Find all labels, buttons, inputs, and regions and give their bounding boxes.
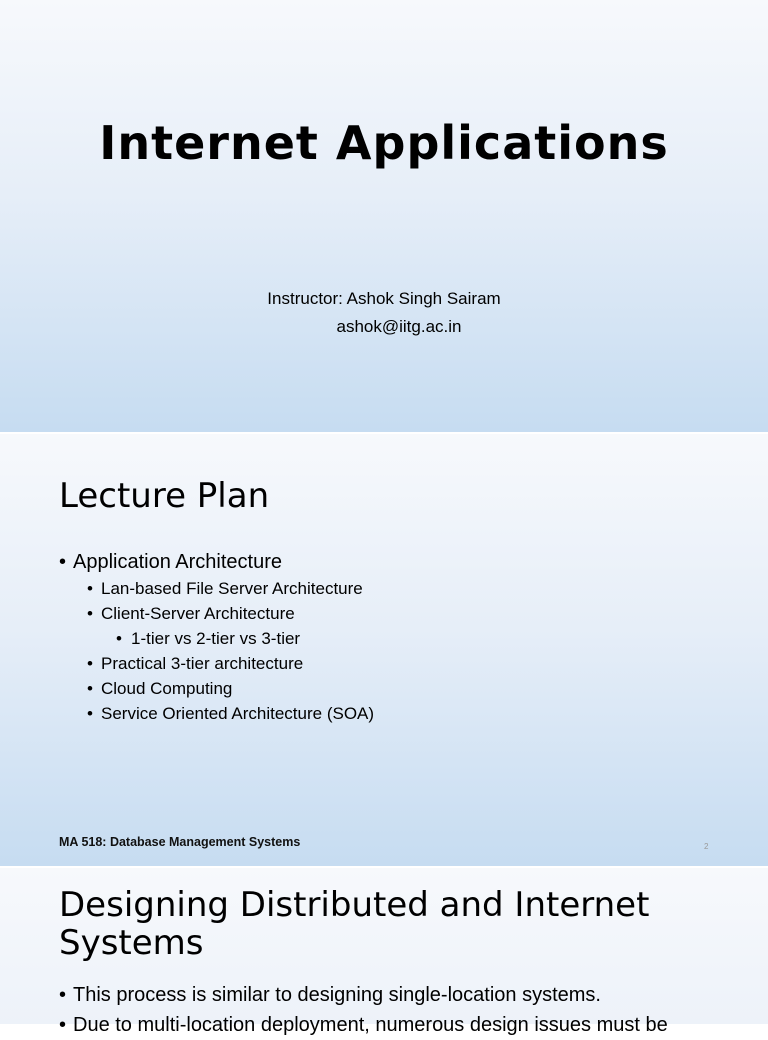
bullet-icon: •: [59, 984, 67, 1006]
list-item-text: Application Architecture: [73, 551, 283, 573]
list-item: [59, 626, 374, 651]
bullet-list: [59, 980, 668, 1040]
list-item-text: Service Oriented Architecture (SOA): [101, 704, 375, 723]
bullet-icon: •: [59, 551, 67, 573]
list-item: [59, 548, 374, 576]
slide-heading: [59, 886, 649, 962]
list-item: [59, 676, 374, 701]
slide-subtitle: [0, 285, 768, 341]
list-item-text: Practical 3-tier architecture: [101, 654, 304, 673]
list-item-text: Client-Server Architecture: [101, 604, 295, 623]
list-item-text: This process is similar to designing single-location systems.: [73, 984, 601, 1006]
slide-title: [0, 0, 768, 432]
list-item-text: Lan-based File Server Architecture: [101, 579, 363, 598]
page-number: 2: [704, 842, 709, 851]
bullet-icon: •: [59, 1014, 67, 1036]
bullet-list: [59, 548, 374, 726]
bullet-icon: •: [87, 654, 93, 673]
list-item: [59, 980, 668, 1010]
bullet-icon: •: [87, 604, 93, 623]
slide-footer: MA 518: Database Management Systems: [59, 835, 301, 849]
list-item-text: 1-tier vs 2-tier vs 3-tier: [131, 629, 301, 648]
list-item: [59, 576, 374, 601]
list-item: [59, 701, 374, 726]
list-item: [59, 651, 374, 676]
slide-title-heading: Internet Applications: [99, 116, 669, 170]
bullet-icon: •: [87, 579, 93, 598]
slide-heading-line: Designing Distributed and Internet: [59, 885, 650, 925]
bullet-icon: •: [87, 679, 93, 698]
slide-designing-systems: [0, 868, 768, 1036]
bullet-icon: •: [116, 629, 122, 648]
list-item-text: Due to multi-location deployment, numerous design issues must be: [73, 1014, 668, 1036]
instructor-name: Instructor: Ashok Singh Sairam: [267, 289, 501, 308]
list-item: [59, 601, 374, 626]
list-item: [59, 1010, 668, 1040]
slide-heading-line: Systems: [59, 923, 204, 963]
slide-lecture-plan: [0, 434, 768, 866]
list-item-text: Cloud Computing: [101, 679, 233, 698]
slide-heading: Lecture Plan: [59, 476, 270, 516]
instructor-email: ashok@iitg.ac.in: [336, 317, 462, 336]
bullet-icon: •: [87, 704, 93, 723]
